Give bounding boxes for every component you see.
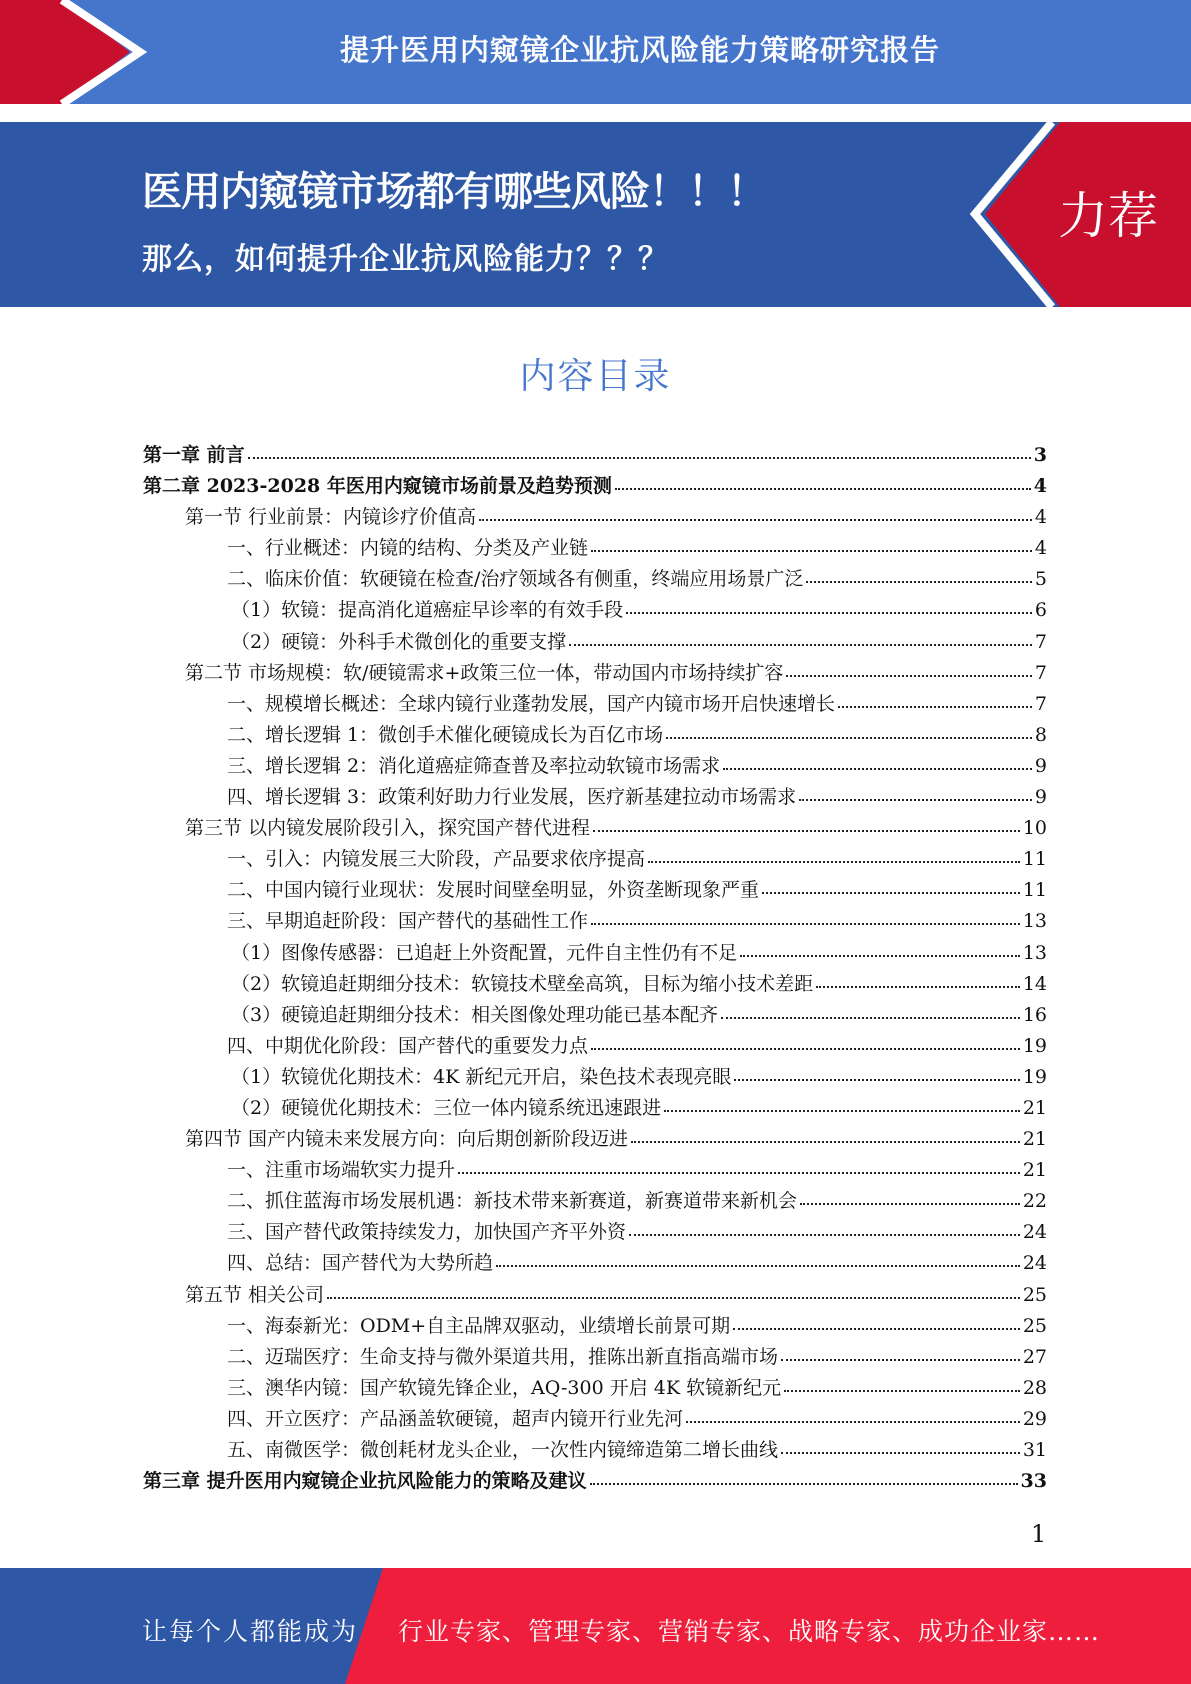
- toc-entry[interactable]: [143, 906, 1047, 937]
- toc-entry-title: 二、增长逻辑 1：微创手术催化硬镜成长为百亿市场: [227, 723, 664, 746]
- toc-leader-dots: [327, 1296, 1020, 1299]
- toc-entry-page: 27: [1022, 1345, 1047, 1368]
- toc-entry[interactable]: [143, 1155, 1047, 1186]
- toc-entry-page: 21: [1022, 1159, 1047, 1182]
- toc-entry-title: 二、迈瑞医疗：生命支持与微外渠道共用，推陈出新直指高端市场: [227, 1345, 779, 1368]
- toc-entry[interactable]: [143, 1342, 1047, 1373]
- toc-entry[interactable]: [143, 720, 1047, 751]
- toc-entry-title: 一、海泰新光：ODM+自主品牌双驱动，业绩增长前景可期: [227, 1314, 731, 1337]
- toc-leader-dots: [648, 860, 1020, 863]
- toc-entry[interactable]: [143, 1435, 1047, 1466]
- toc-leader-dots: [721, 1016, 1020, 1019]
- toc-entry-page: 24: [1022, 1221, 1047, 1244]
- toc-entry-page: 13: [1022, 910, 1047, 933]
- toc-entry-title: 三、早期追赶阶段：国产替代的基础性工作: [227, 910, 589, 933]
- toc-entry-title: （2）硬镜优化期技术：三位一体内镜系统迅速跟进: [231, 1096, 662, 1119]
- toc-entry[interactable]: [143, 1311, 1047, 1342]
- toc-entry[interactable]: [143, 595, 1047, 626]
- toc-entry[interactable]: [143, 1373, 1047, 1404]
- toc-entry-page: 13: [1022, 941, 1047, 964]
- toc-entry-title: 第二节 市场规模：软/硬镜需求+政策三位一体，带动国内市场持续扩容: [185, 661, 784, 684]
- footer-slogan-right: 行业专家、管理专家、营销专家、战略专家、成功企业家……: [398, 1617, 1101, 1646]
- toc-entry-page: 7: [1034, 630, 1047, 653]
- toc-leader-dots: [800, 1202, 1020, 1205]
- toc-leader-dots: [569, 643, 1032, 646]
- toc-entry[interactable]: [143, 502, 1047, 533]
- toc-leader-dots: [590, 1482, 1018, 1485]
- footer-slogan-left: 让每个人都能成为: [142, 1617, 359, 1646]
- toc-entry-title: 三、澳华内镜：国产软镜先锋企业，AQ-300 开启 4K 软镜新纪元: [227, 1376, 782, 1399]
- toc-entry-title: 三、增长逻辑 2：消化道癌症筛查普及率拉动软镜市场需求: [227, 754, 721, 777]
- toc-entry-page: 3: [1033, 444, 1047, 466]
- toc-leader-dots: [591, 922, 1020, 925]
- toc-leader-dots: [496, 1264, 1020, 1267]
- toc-entry-title: （1）图像传感器：已追赶上外资配置，元件自主性仍有不足: [231, 941, 738, 964]
- toc-entry-page: 29: [1022, 1407, 1047, 1430]
- toc-leader-dots: [631, 1140, 1020, 1143]
- toc-entry[interactable]: [143, 533, 1047, 564]
- toc-entry-title: 四、总结：国产替代为大势所趋: [227, 1252, 494, 1275]
- toc-entry[interactable]: [143, 1093, 1047, 1124]
- toc-leader-dots: [626, 611, 1032, 614]
- toc-leader-dots: [664, 1109, 1020, 1112]
- toc-entry-title: 二、临床价值：软硬镜在检查/治疗领域各有侧重，终端应用场景广泛: [227, 568, 804, 591]
- toc-entry-page: 14: [1022, 972, 1047, 995]
- toc-entry-title: 二、抓住蓝海市场发展机遇：新技术带来新赛道，新赛道带来新机会: [227, 1190, 798, 1213]
- toc-entry-title: 五、南微医学：微创耗材龙头企业，一次性内镜缔造第二增长曲线: [227, 1439, 779, 1461]
- toc-entry-page: 6: [1034, 599, 1047, 622]
- hero-subheadline: 那么，如何提升企业抗风险能力？？？: [142, 242, 669, 277]
- toc-entry[interactable]: [143, 1466, 1047, 1497]
- toc-entry-title: 四、增长逻辑 3：政策利好助力行业发展，医疗新基建拉动市场需求: [227, 786, 797, 809]
- toc-entry-page: 4: [1034, 537, 1047, 560]
- toc-entry-title: 第三节 以内镜发展阶段引入，探究国产替代进程: [185, 817, 591, 840]
- toc-entry-title: （3）硬镜追赶期细分技术：相关图像处理功能已基本配齐: [231, 1003, 719, 1026]
- toc-leader-dots: [740, 954, 1020, 957]
- toc-entry[interactable]: [143, 1280, 1047, 1311]
- toc-entry-page: 28: [1022, 1376, 1047, 1399]
- toc-title: 内容目录: [519, 356, 672, 397]
- toc-entry-title: 一、注重市场端软实力提升: [227, 1159, 456, 1182]
- toc-entry-page: 24: [1022, 1252, 1047, 1275]
- toc-entry-title: 三、国产替代政策持续发力，加快国产齐平外资: [227, 1221, 627, 1244]
- toc-entry-title: （2）软镜追赶期细分技术：软镜技术壁垒高筑，目标为缩小技术差距: [231, 972, 814, 995]
- toc-entry-page: 11: [1022, 879, 1047, 902]
- toc-entry-title: 第四节 国产内镜未来发展方向：向后期创新阶段迈进: [185, 1128, 629, 1151]
- toc-entry-page: 4: [1033, 475, 1047, 498]
- toc-entry[interactable]: [143, 564, 1047, 595]
- toc-leader-dots: [591, 549, 1032, 552]
- toc-leader-dots: [458, 1171, 1020, 1174]
- toc-entry-title: 一、行业概述：内镜的结构、分类及产业链: [227, 537, 589, 560]
- toc-entry-title: 四、开立医疗：产品涵盖软硬镜，超声内镜开行业先河: [227, 1407, 684, 1430]
- toc-entry-page: 10: [1022, 817, 1047, 840]
- toc-entry[interactable]: [143, 969, 1047, 1000]
- recommend-badge: 力荐: [1058, 187, 1158, 245]
- toc-entry[interactable]: [143, 1124, 1047, 1155]
- toc-leader-dots: [806, 580, 1032, 583]
- toc-leader-dots: [838, 705, 1032, 708]
- toc-entry[interactable]: [143, 751, 1047, 782]
- toc-entry[interactable]: [143, 875, 1047, 906]
- toc-entry-page: 9: [1034, 754, 1047, 777]
- toc-entry[interactable]: [143, 782, 1047, 813]
- toc-entry[interactable]: [143, 1404, 1047, 1435]
- toc-entry[interactable]: [143, 1031, 1047, 1062]
- toc-entry-title: 四、中期优化阶段：国产替代的重要发力点: [227, 1034, 589, 1057]
- toc-leader-dots: [786, 674, 1032, 677]
- toc-leader-dots: [784, 1389, 1020, 1392]
- toc-entry-page: 21: [1022, 1128, 1047, 1151]
- toc-leader-dots: [629, 1233, 1020, 1236]
- toc-leader-dots: [734, 1078, 1019, 1081]
- toc-leader-dots: [593, 829, 1020, 832]
- toc-leader-dots: [723, 767, 1032, 770]
- toc-entry[interactable]: [143, 938, 1047, 969]
- toc-entry-title: 第三章 提升医用内窥镜企业抗风险能力的策略及建议: [143, 1470, 587, 1493]
- report-title: 提升医用内窥镜企业抗风险能力策略研究报告: [339, 33, 940, 67]
- toc-entry[interactable]: [143, 658, 1047, 689]
- toc-entry-title: 一、引入：内镜发展三大阶段，产品要求依序提高: [227, 848, 646, 871]
- page-number: 1: [1031, 1520, 1047, 1548]
- toc-entry[interactable]: [143, 627, 1047, 658]
- toc-entry-title: 一、规模增长概述：全球内镜行业蓬勃发展，国产内镜市场开启快速增长: [227, 692, 836, 715]
- toc-entry-page: 7: [1034, 692, 1047, 715]
- toc-entry-page: 16: [1022, 1003, 1047, 1026]
- toc-entry[interactable]: [143, 471, 1047, 502]
- toc-entry-page: 11: [1022, 848, 1047, 871]
- toc-entry-title: 第二章 2023-2028 年医用内窥镜市场前景及趋势预测: [143, 475, 612, 498]
- table-of-contents: [143, 440, 1047, 1497]
- toc-entry[interactable]: [143, 440, 1047, 471]
- toc-entry-page: 19: [1022, 1065, 1047, 1088]
- toc-leader-dots: [762, 891, 1020, 894]
- toc-entry-title: 第五节 相关公司: [185, 1283, 325, 1306]
- toc-entry-page: 5: [1034, 568, 1047, 591]
- toc-entry-title: （2）硬镜：外科手术微创化的重要支撑: [231, 630, 567, 653]
- toc-entry[interactable]: [143, 813, 1047, 844]
- toc-entry[interactable]: [143, 1217, 1047, 1248]
- toc-leader-dots: [248, 456, 1031, 459]
- toc-entry-page: 25: [1022, 1314, 1047, 1337]
- toc-entry[interactable]: [143, 1000, 1047, 1031]
- toc-leader-dots: [615, 487, 1031, 490]
- toc-entry[interactable]: [143, 1062, 1047, 1093]
- toc-entry-page: 9: [1034, 786, 1047, 809]
- toc-entry-page: 4: [1034, 506, 1047, 529]
- toc-entry-page: 31: [1022, 1439, 1047, 1461]
- toc-entry-page: 21: [1022, 1096, 1047, 1119]
- toc-leader-dots: [733, 1327, 1020, 1330]
- toc-leader-dots: [666, 736, 1032, 739]
- toc-entry[interactable]: [143, 1248, 1047, 1279]
- toc-leader-dots: [479, 518, 1032, 521]
- toc-entry-page: 19: [1022, 1034, 1047, 1057]
- toc-entry-page: 8: [1034, 723, 1047, 746]
- toc-entry-page: 22: [1022, 1190, 1047, 1213]
- toc-entry[interactable]: [143, 689, 1047, 720]
- toc-leader-dots: [799, 798, 1032, 801]
- toc-entry-title: 二、中国内镜行业现状：发展时间壁垒明显，外资垄断现象严重: [227, 879, 760, 902]
- toc-entry-title: （1）软镜：提高消化道癌症早诊率的有效手段: [231, 599, 624, 622]
- toc-leader-dots: [816, 985, 1020, 988]
- toc-leader-dots: [591, 1047, 1020, 1050]
- toc-entry[interactable]: [143, 1186, 1047, 1217]
- toc-entry-title: 第一章 前言: [143, 444, 245, 466]
- toc-leader-dots: [781, 1451, 1020, 1454]
- toc-entry-page: 25: [1022, 1283, 1047, 1306]
- toc-entry-title: 第一节 行业前景：内镜诊疗价值高: [185, 506, 477, 529]
- toc-entry-page: 33: [1020, 1470, 1047, 1493]
- toc-leader-dots: [781, 1358, 1020, 1361]
- toc-entry[interactable]: [143, 844, 1047, 875]
- toc-entry-title: （1）软镜优化期技术：4K 新纪元开启，染色技术表现亮眼: [231, 1065, 732, 1088]
- toc-entry-page: 7: [1034, 661, 1047, 684]
- toc-leader-dots: [686, 1420, 1020, 1423]
- hero-headline: 医用内窥镜市场都有哪些风险！！！: [142, 169, 766, 215]
